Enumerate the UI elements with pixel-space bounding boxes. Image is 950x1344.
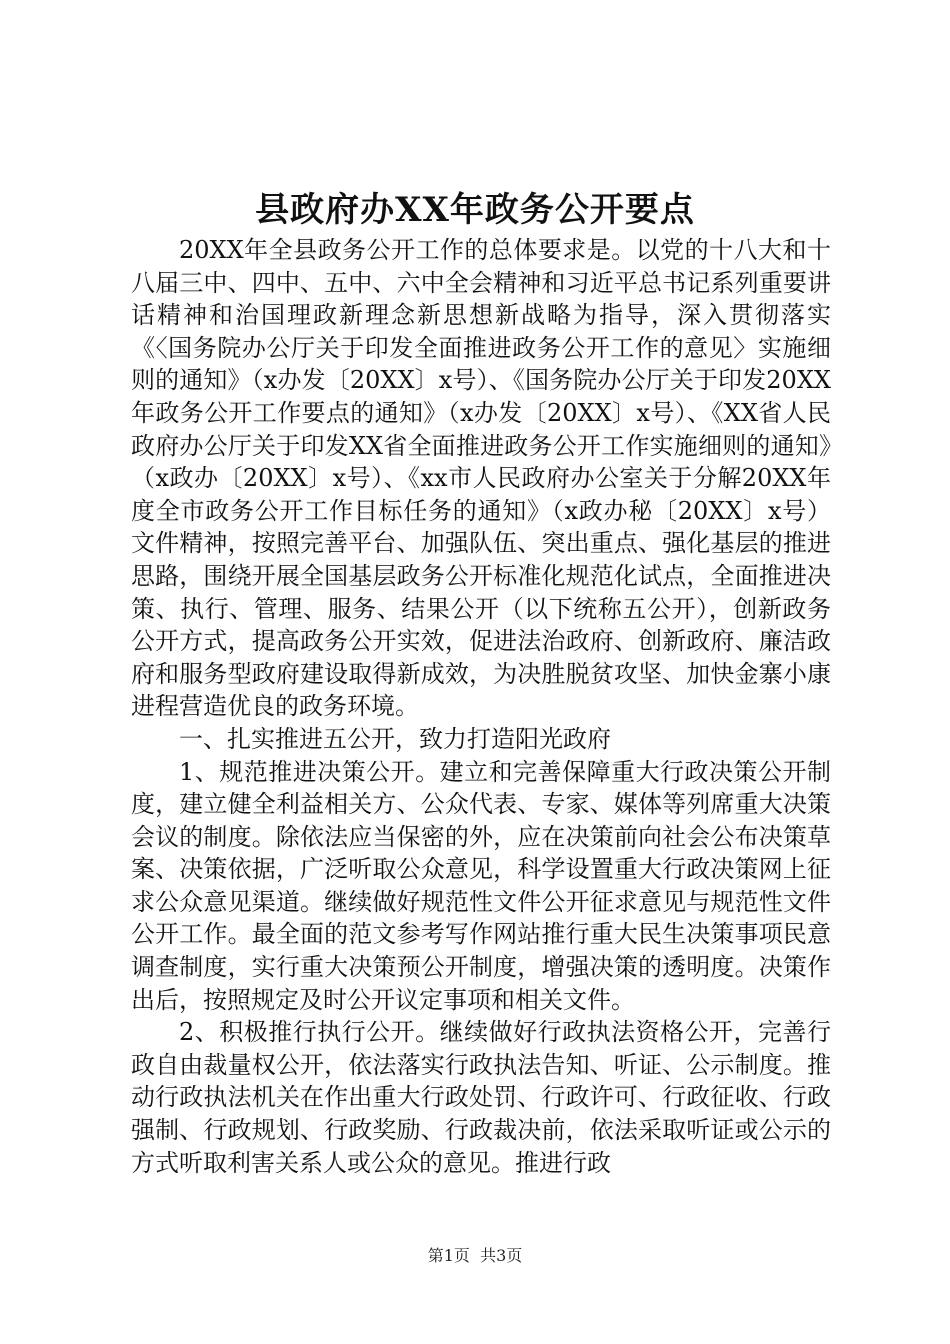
execution-disclosure-paragraph: 2、积极推行执行公开。继续做好行政执法资格公开，完善行政自由裁量权公开，依法落实行政执法告知、听证、公示制度。推动行政执法机关在作出重大行政处罚、行政许可、行政征收、行政强制、行政规划、行政奖励、行政裁决前，依法采取听证或公示的方式听取利害关系人或公众的意见。推进行政 <box>131 1018 831 1177</box>
intro-paragraph: 20XX年全县政务公开工作的总体要求是。以党的十八大和十八届三中、四中、五中、六中全会精神和习近平总书记系列重要讲话精神和治国理政新理念新思想新战略为指导，深入贯彻落实《〈国务院办公厅关于印发全面推进政务公开工作的意见〉实施细则的通知》（x办发〔20XX〕x号）、《国务院办公厅关于印发20XX年政务公开工作要点的通知》（x办发〔20XX〕x号）、《XX省人民政府办公厅关于印发XX省全面推进政务公开工作实施细则的通知》（x政办〔20XX〕x号）、《xx市人民政府办公室关于分解20XX年度全市政务公开工作目标任务的通知》（x政办秘〔20XX〕x号）文件精神，按照完善平台、加强队伍、突出重点、强化基层的推进思路，围绕开展全国基层政务公开标准化规范化试点，全面推进决策、执行、管理、服务、结果公开（以下统称五公开），创新政务公开方式，提高政务公开实效，促进法治政府、创新政府、廉洁政府和服务型政府建设取得新成效，为决胜脱贫攻坚、加快金寨小康进程营造优良的政务环境。 <box>131 236 831 721</box>
decision-disclosure-paragraph: 1、规范推进决策公开。建立和完善保障重大行政决策公开制度，建立健全利益相关方、公众代表、专家、媒体等列席重大决策会议的制度。除依法应当保密的外，应在决策前向社会公布决策草案、决策依据，广泛听取公众意见，科学设置重大行政决策网上征求公众意见渠道。继续做好规范性文件公开征求意见与规范性文件公开工作。最全面的范文参考写作网站推行重大民生决策事项民意调查制度，实行重大决策预公开制度，增强决策的透明度。决策作出后，按照规定及时公开议定事项和相关文件。 <box>131 757 831 1014</box>
page-footer <box>0 1246 950 1266</box>
page-total: 共3页 <box>480 1246 523 1265</box>
page-number: 第1页 <box>427 1246 470 1265</box>
section-heading: 一、扎实推进五公开，致力打造阳光政府 <box>179 724 611 753</box>
document-title: 县政府办XX年政务公开要点 <box>255 190 695 230</box>
document-body <box>131 234 831 1179</box>
